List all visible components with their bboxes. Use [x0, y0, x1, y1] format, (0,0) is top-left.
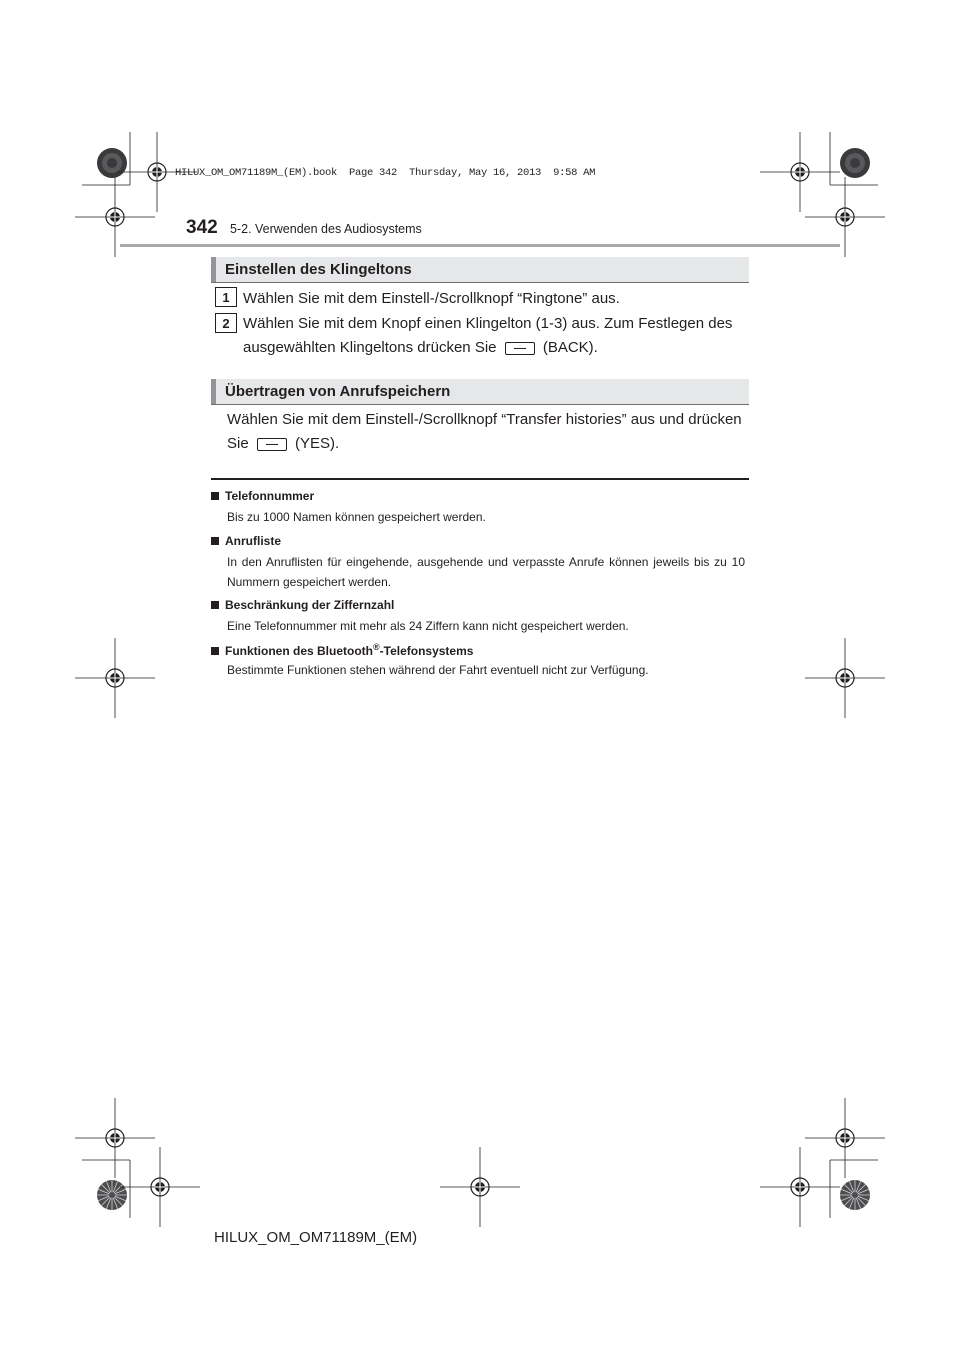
note-body: Bis zu 1000 Namen können gespeichert werden. [227, 510, 486, 524]
step-number-badge: 2 [215, 313, 237, 333]
note-heading-text: Telefonnummer [225, 489, 315, 503]
square-bullet-icon [211, 492, 219, 500]
registered-mark: ® [373, 642, 380, 652]
section-text-fragment: Sie [227, 435, 249, 452]
note-heading-text: Beschränkung der Ziffernzahl [225, 598, 395, 612]
phone-key-icon [505, 342, 535, 355]
note-heading [211, 489, 314, 503]
header-rule [120, 244, 840, 247]
square-bullet-icon [211, 537, 219, 545]
note-body: Eine Telefonnummer mit mehr als 24 Ziffern kann nicht gespeichert werden. [227, 619, 629, 633]
section-title: Übertragen von Anrufspeichern [225, 383, 451, 400]
note-heading-text: Anrufliste [225, 534, 282, 548]
step-text-line: Wählen Sie mit dem Knopf einen Klingelton (1-3) aus. Zum Festlegen des [243, 315, 733, 332]
notes-divider [211, 478, 749, 480]
note-heading [211, 598, 394, 612]
step-text-fragment: ausgewählten Klingeltons drücken Sie [243, 339, 497, 356]
print-info: HILUX_OM_OM71189M_(EM).book Page 342 Thursday, May 16, 2013 9:58 AM [175, 167, 596, 179]
section-text [227, 408, 742, 456]
square-bullet-icon [211, 647, 219, 655]
section-header-transfer [211, 379, 749, 405]
step-text [243, 312, 732, 360]
page-number: 342 [186, 217, 218, 238]
step-text-fragment: (BACK). [542, 339, 598, 356]
step-text-line [243, 336, 732, 360]
step-number-badge: 1 [215, 287, 237, 307]
section-header-ringtone [211, 257, 749, 283]
step-text: Wählen Sie mit dem Einstell-/Scrollknopf “Ringtone” aus. [243, 290, 620, 307]
note-heading [211, 642, 473, 658]
chapter-title: 5-2. Verwenden des Audiosystems [230, 222, 422, 236]
note-heading-text: Funktionen des Bluetooth [225, 644, 373, 658]
note-heading-text: -Telefonsystems [379, 644, 474, 658]
square-bullet-icon [211, 601, 219, 609]
section-text-line [227, 432, 742, 456]
note-body: In den Anruflisten für eingehende, ausgehende und verpasste Anrufe können jeweils bis zu 10 Nummern gespeichert werden. [227, 555, 745, 589]
note-body: Bestimmte Funktionen stehen während der Fahrt eventuell nicht zur Verfügung. [227, 663, 649, 677]
section-text-fragment: (YES). [295, 435, 340, 452]
section-text-line: Wählen Sie mit dem Einstell-/Scrollknopf “Transfer histories” aus und drücken [227, 411, 742, 428]
phone-key-icon [257, 438, 287, 451]
footer-doc-id: HILUX_OM_OM71189M_(EM) [214, 1229, 418, 1246]
note-heading [211, 534, 281, 548]
section-title: Einstellen des Klingeltons [225, 261, 412, 278]
